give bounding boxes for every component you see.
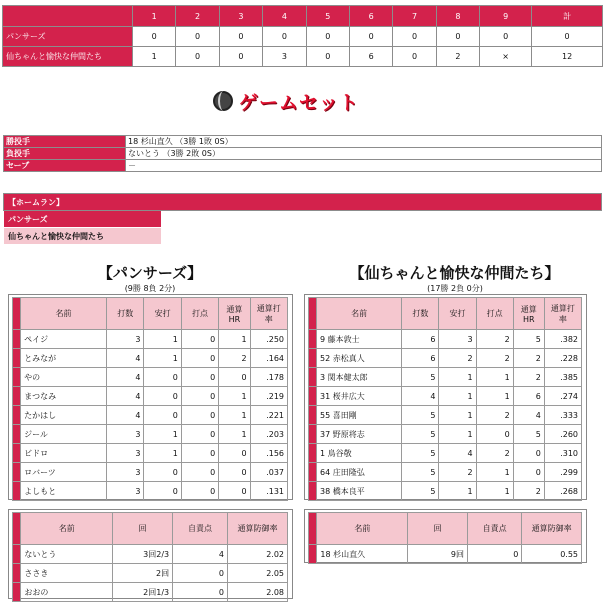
- left-team-title: 【パンサーズ】: [97, 264, 203, 282]
- stat-cell: 0: [144, 463, 181, 482]
- row-strip: [309, 368, 317, 387]
- stat-cell: 1: [439, 406, 476, 425]
- scoreboard-corner: [3, 6, 133, 27]
- row-strip: [309, 463, 317, 482]
- row-strip: [13, 330, 21, 349]
- inning-score: 0: [393, 47, 436, 67]
- inning-score: 2: [436, 47, 479, 67]
- col-header-total-era: 通算防御率: [522, 513, 582, 545]
- stat-cell: 4: [173, 545, 228, 564]
- scoreboard: [2, 5, 603, 67]
- loss-pitcher-label: 負投手: [4, 148, 126, 160]
- col-header-atbats: 打数: [402, 298, 439, 330]
- stat-cell: 2: [513, 368, 544, 387]
- stat-cell: 5: [402, 482, 439, 501]
- row-strip: [309, 406, 317, 425]
- stat-cell: 0: [144, 482, 181, 501]
- batter-row: [309, 330, 582, 349]
- row-strip: [13, 463, 21, 482]
- player-name: ささき: [21, 564, 113, 583]
- total-score: 0: [532, 27, 603, 47]
- stat-cell: 0: [219, 444, 250, 463]
- homerun-team: パンサーズ: [4, 211, 162, 228]
- stat-cell: 5: [402, 368, 439, 387]
- stat-cell: .164: [250, 349, 287, 368]
- inning-score: 0: [306, 47, 349, 67]
- scoreboard-row: [3, 27, 603, 47]
- row-strip: [309, 387, 317, 406]
- row-strip: [13, 425, 21, 444]
- inning-score: 0: [219, 47, 262, 67]
- stat-cell: 3: [439, 330, 476, 349]
- row-strip: [309, 545, 317, 564]
- player-name: ペイジ: [21, 330, 107, 349]
- player-name: とみなが: [21, 349, 107, 368]
- col-header-rbi: 打点: [181, 298, 218, 330]
- right-team-record: (17勝 2負 0分): [427, 284, 483, 293]
- stat-cell: 3: [107, 444, 144, 463]
- stat-cell: 2: [476, 349, 513, 368]
- col-header-name: 名前: [21, 513, 113, 545]
- win-pitcher-label: 勝投手: [4, 136, 126, 148]
- stat-cell: 0: [181, 387, 218, 406]
- inning-score: ×: [480, 47, 532, 67]
- batter-row: [13, 482, 288, 501]
- player-name: 37 野原将志: [317, 425, 402, 444]
- batting-header: [13, 298, 288, 330]
- inning-header: 3: [219, 6, 262, 27]
- stat-cell: 0: [513, 444, 544, 463]
- stat-cell: 2: [219, 349, 250, 368]
- stat-cell: 0: [181, 463, 218, 482]
- stat-cell: 1: [439, 425, 476, 444]
- stat-cell: 1: [439, 387, 476, 406]
- right-batting-table: [308, 297, 582, 501]
- stat-cell: 3: [107, 425, 144, 444]
- stat-cell: 5: [402, 425, 439, 444]
- stat-cell: .260: [544, 425, 581, 444]
- batter-row: [309, 349, 582, 368]
- stat-cell: .310: [544, 444, 581, 463]
- stat-cell: 4: [439, 444, 476, 463]
- total-header: 計: [532, 6, 603, 27]
- stat-cell: 5: [513, 330, 544, 349]
- stat-cell: 2: [439, 349, 476, 368]
- stat-cell: 1: [476, 482, 513, 501]
- col-header-total-avg: 通算打率: [544, 298, 581, 330]
- col-header-atbats: 打数: [107, 298, 144, 330]
- player-name: よしもと: [21, 482, 107, 501]
- batter-row: [13, 406, 288, 425]
- stat-cell: 1: [476, 368, 513, 387]
- stat-cell: 0: [181, 425, 218, 444]
- stat-cell: 1: [476, 387, 513, 406]
- stat-cell: .385: [544, 368, 581, 387]
- stat-cell: 1: [219, 406, 250, 425]
- col-header-earned-runs: 自責点: [467, 513, 521, 545]
- stat-cell: 1: [439, 482, 476, 501]
- pitcher-row: [13, 583, 288, 602]
- inning-score: 0: [393, 27, 436, 47]
- team-name: パンサーズ: [3, 27, 133, 47]
- stat-cell: 0: [181, 330, 218, 349]
- stat-cell: 5: [402, 463, 439, 482]
- pitcher-row: [13, 545, 288, 564]
- stat-cell: 4: [107, 387, 144, 406]
- stat-cell: .178: [250, 368, 287, 387]
- scoreboard-row: [3, 47, 603, 67]
- stat-cell: 6: [402, 330, 439, 349]
- stat-cell: 0: [144, 406, 181, 425]
- col-header-innings: 回: [408, 513, 468, 545]
- player-name: 3 関本健太郎: [317, 368, 402, 387]
- stat-cell: 1: [219, 425, 250, 444]
- batter-row: [13, 349, 288, 368]
- left-team-record: (9勝 8負 2分): [124, 284, 176, 293]
- loss-pitcher-value: ないとう （3勝 2敗 0S）: [126, 148, 602, 160]
- row-strip: [309, 425, 317, 444]
- stat-cell: 2: [476, 406, 513, 425]
- stat-cell: 1: [144, 330, 181, 349]
- inning-header: 1: [133, 6, 176, 27]
- stat-cell: 2: [476, 330, 513, 349]
- stat-cell: 5: [513, 425, 544, 444]
- player-name: たかはし: [21, 406, 107, 425]
- stat-cell: 1: [476, 463, 513, 482]
- stat-cell: 2.08: [227, 583, 287, 602]
- stat-cell: 4: [107, 406, 144, 425]
- stat-cell: 6: [402, 349, 439, 368]
- row-strip: [13, 482, 21, 501]
- player-name: ジール: [21, 425, 107, 444]
- stat-cell: 3: [107, 482, 144, 501]
- row-strip: [13, 349, 21, 368]
- stat-cell: 1: [219, 330, 250, 349]
- player-name: まつなみ: [21, 387, 107, 406]
- stat-cell: .131: [250, 482, 287, 501]
- game-set-logo: [213, 88, 359, 114]
- stat-cell: 5: [402, 444, 439, 463]
- stat-cell: .250: [250, 330, 287, 349]
- inning-score: 1: [133, 47, 176, 67]
- inning-score: 0: [436, 27, 479, 47]
- inning-score: 0: [349, 27, 392, 47]
- baseball-icon: [213, 91, 233, 111]
- inning-score: 0: [263, 27, 306, 47]
- stat-cell: 4: [107, 368, 144, 387]
- inning-score: 0: [133, 27, 176, 47]
- stat-cell: 1: [144, 425, 181, 444]
- batter-row: [309, 482, 582, 501]
- stat-cell: 0: [173, 564, 228, 583]
- col-header-total-hr: 通算HR: [513, 298, 544, 330]
- stat-cell: 9回: [408, 545, 468, 564]
- player-name: 31 桜井広大: [317, 387, 402, 406]
- row-strip: [309, 330, 317, 349]
- stat-cell: 2回: [113, 564, 173, 583]
- homerun-value: [162, 211, 602, 228]
- batter-row: [13, 387, 288, 406]
- homerun-title: 【ホームラン】: [4, 194, 602, 211]
- stat-cell: 1: [144, 444, 181, 463]
- batter-row: [309, 406, 582, 425]
- batter-row: [13, 330, 288, 349]
- batter-row: [309, 463, 582, 482]
- stat-cell: 0: [173, 583, 228, 602]
- stat-cell: 0: [181, 349, 218, 368]
- row-strip: [13, 583, 21, 602]
- stat-cell: .228: [544, 349, 581, 368]
- homerun-value: [162, 228, 602, 245]
- inning-header: 6: [349, 6, 392, 27]
- inning-header: 7: [393, 6, 436, 27]
- player-name: 1 鳥谷敬: [317, 444, 402, 463]
- player-name: ビドロ: [21, 444, 107, 463]
- row-strip: [13, 545, 21, 564]
- stat-cell: 0.55: [522, 545, 582, 564]
- row-strip: [13, 513, 21, 545]
- batter-row: [13, 368, 288, 387]
- inning-score: 0: [219, 27, 262, 47]
- save-pitcher-value: －: [126, 160, 602, 172]
- col-header-total-avg: 通算打率: [250, 298, 287, 330]
- stat-cell: 4: [513, 406, 544, 425]
- inning-header: 2: [176, 6, 219, 27]
- row-strip: [13, 406, 21, 425]
- row-strip: [309, 298, 317, 330]
- inning-score: 0: [176, 27, 219, 47]
- stat-cell: 5: [402, 406, 439, 425]
- left-batting-table: [12, 297, 288, 501]
- row-strip: [13, 387, 21, 406]
- pitcher-row: [309, 545, 582, 564]
- player-name: ないとう: [21, 545, 113, 564]
- stat-cell: 0: [181, 406, 218, 425]
- col-header-hits: 安打: [144, 298, 181, 330]
- stat-cell: 2回1/3: [113, 583, 173, 602]
- row-strip: [309, 349, 317, 368]
- inning-score: 0: [176, 47, 219, 67]
- stat-cell: 0: [144, 387, 181, 406]
- game-set-text: ゲームセット: [239, 91, 360, 114]
- batter-row: [13, 463, 288, 482]
- inning-header: 8: [436, 6, 479, 27]
- stat-cell: 0: [219, 368, 250, 387]
- right-pitching-table: [308, 512, 582, 564]
- inning-header: 9: [480, 6, 532, 27]
- player-name: おおの: [21, 583, 113, 602]
- batter-row: [309, 444, 582, 463]
- stat-cell: 3回2/3: [113, 545, 173, 564]
- batter-row: [309, 368, 582, 387]
- stat-cell: 0: [219, 463, 250, 482]
- win-pitcher-value: 18 杉山直久 （3勝 1敗 0S）: [126, 136, 602, 148]
- stat-cell: 2: [439, 463, 476, 482]
- pitching-header: [309, 513, 582, 545]
- col-header-earned-runs: 自責点: [173, 513, 228, 545]
- row-strip: [13, 444, 21, 463]
- stat-cell: .156: [250, 444, 287, 463]
- player-name: やの: [21, 368, 107, 387]
- row-strip: [13, 298, 21, 330]
- stat-cell: 2: [476, 444, 513, 463]
- batter-row: [13, 425, 288, 444]
- pitcher-results: [3, 135, 602, 172]
- stat-cell: 0: [181, 444, 218, 463]
- player-name: 18 杉山直久: [317, 545, 408, 564]
- stat-cell: 4: [107, 349, 144, 368]
- stat-cell: 0: [467, 545, 521, 564]
- row-strip: [13, 564, 21, 583]
- player-name: 38 橋本良平: [317, 482, 402, 501]
- batter-row: [13, 444, 288, 463]
- row-strip: [309, 444, 317, 463]
- save-pitcher-label: セーブ: [4, 160, 126, 172]
- stat-cell: 6: [513, 387, 544, 406]
- batting-header: [309, 298, 582, 330]
- stat-cell: .037: [250, 463, 287, 482]
- stat-cell: 3: [107, 463, 144, 482]
- stat-cell: 1: [219, 387, 250, 406]
- stat-cell: .274: [544, 387, 581, 406]
- inning-header: 5: [306, 6, 349, 27]
- homerun-table: [3, 193, 602, 245]
- pitching-header: [13, 513, 288, 545]
- stat-cell: 0: [476, 425, 513, 444]
- stat-cell: 0: [181, 368, 218, 387]
- batter-row: [309, 425, 582, 444]
- pitcher-row: [13, 564, 288, 583]
- player-name: 55 喜田剛: [317, 406, 402, 425]
- left-pitching-table: [12, 512, 288, 602]
- scoreboard-header: [3, 6, 603, 27]
- stat-cell: .203: [250, 425, 287, 444]
- stat-cell: 0: [144, 368, 181, 387]
- stat-cell: 0: [513, 463, 544, 482]
- inning-score: 3: [263, 47, 306, 67]
- total-score: 12: [532, 47, 603, 67]
- stat-cell: 1: [144, 349, 181, 368]
- inning-score: 0: [480, 27, 532, 47]
- stat-cell: 2.05: [227, 564, 287, 583]
- row-strip: [309, 513, 317, 545]
- col-header-name: 名前: [21, 298, 107, 330]
- col-header-rbi: 打点: [476, 298, 513, 330]
- col-header-name: 名前: [317, 513, 408, 545]
- stat-cell: .219: [250, 387, 287, 406]
- stat-cell: 2: [513, 482, 544, 501]
- inning-score: 0: [306, 27, 349, 47]
- player-name: 9 藤本敦士: [317, 330, 402, 349]
- stat-cell: 2: [513, 349, 544, 368]
- col-header-total-hr: 通算HR: [219, 298, 250, 330]
- col-header-innings: 回: [113, 513, 173, 545]
- col-header-name: 名前: [317, 298, 402, 330]
- col-header-total-era: 通算防御率: [227, 513, 287, 545]
- stat-cell: .382: [544, 330, 581, 349]
- stat-cell: .299: [544, 463, 581, 482]
- right-team-title: 【仙ちゃんと愉快な仲間たち】: [349, 264, 560, 282]
- inning-header: 4: [263, 6, 306, 27]
- row-strip: [13, 368, 21, 387]
- stat-cell: 0: [219, 482, 250, 501]
- player-name: 52 赤松真人: [317, 349, 402, 368]
- batter-row: [309, 387, 582, 406]
- homerun-team: 仙ちゃんと愉快な仲間たち: [4, 228, 162, 245]
- stat-cell: 2.02: [227, 545, 287, 564]
- stat-cell: 1: [439, 368, 476, 387]
- row-strip: [309, 482, 317, 501]
- team-name: 仙ちゃんと愉快な仲間たち: [3, 47, 133, 67]
- col-header-hits: 安打: [439, 298, 476, 330]
- stat-cell: 4: [402, 387, 439, 406]
- player-name: 64 庄田隆弘: [317, 463, 402, 482]
- stat-cell: .221: [250, 406, 287, 425]
- stat-cell: 0: [181, 482, 218, 501]
- inning-score: 6: [349, 47, 392, 67]
- stat-cell: .268: [544, 482, 581, 501]
- stat-cell: .333: [544, 406, 581, 425]
- stat-cell: 3: [107, 330, 144, 349]
- player-name: ロバーツ: [21, 463, 107, 482]
